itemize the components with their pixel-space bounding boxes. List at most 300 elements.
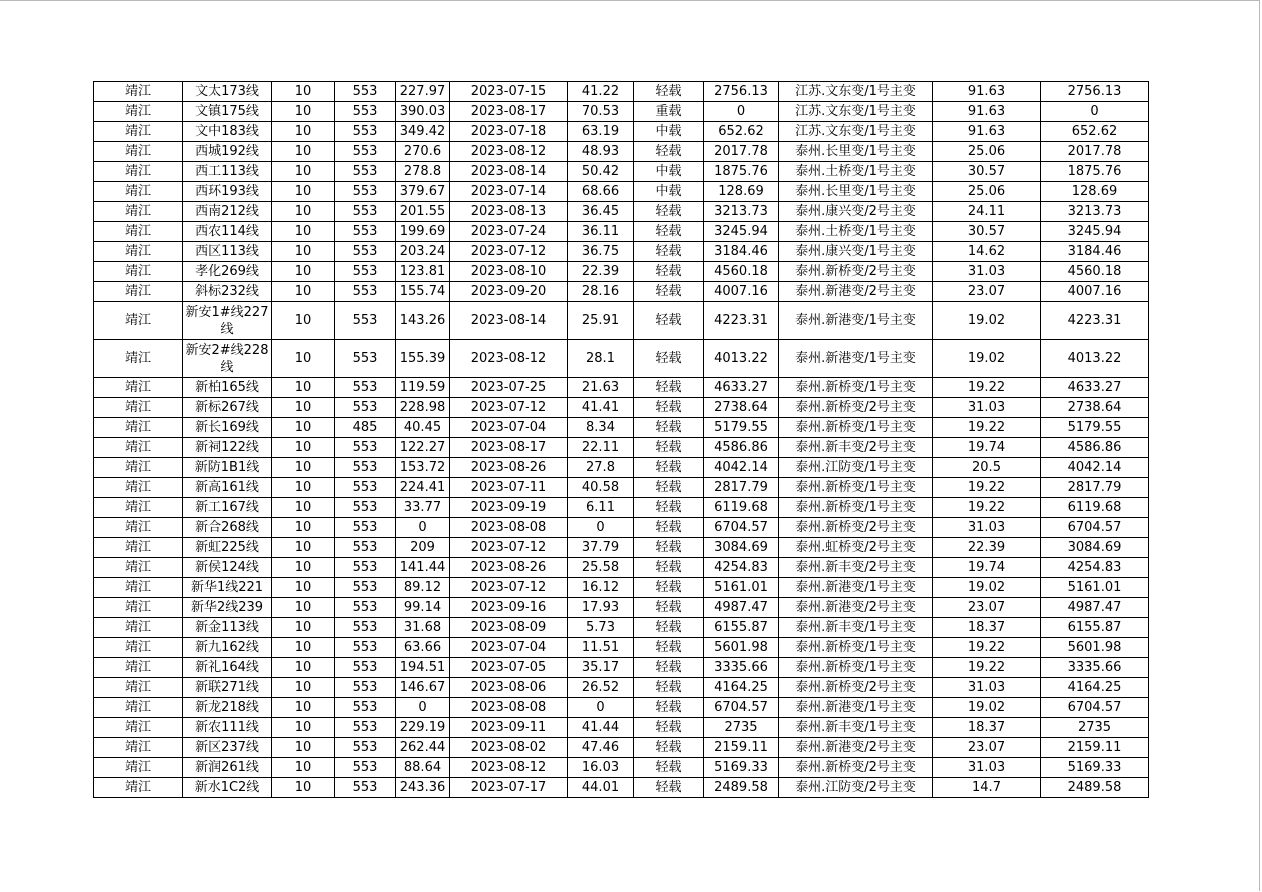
transformer-cell: 泰州.新桥变/2号主变 (779, 398, 933, 418)
load-cell: 199.69 (396, 222, 450, 242)
capacity-cell: 553 (335, 718, 396, 738)
available-capacity-cell: 3335.66 (704, 658, 779, 678)
open-capacity-cell: 128.69 (1041, 182, 1149, 202)
line-name-cell: 新金113线 (183, 618, 272, 638)
load-cell: 99.14 (396, 598, 450, 618)
table-row (94, 418, 1149, 438)
capacity-cell: 553 (335, 778, 396, 798)
transformer-cell: 泰州.新港变/1号主变 (779, 302, 933, 340)
region-cell: 靖江 (94, 142, 183, 162)
transformer-cell: 江苏.文东变/1号主变 (779, 102, 933, 122)
date-cell: 2023-08-26 (450, 458, 568, 478)
load-rate-cell: 25.91 (568, 302, 634, 340)
load-cell: 379.67 (396, 182, 450, 202)
voltage-cell: 10 (272, 738, 335, 758)
transformer-rate-cell: 19.02 (933, 578, 1041, 598)
line-name-cell: 孝化269线 (183, 262, 272, 282)
load-rate-cell: 48.93 (568, 142, 634, 162)
date-cell: 2023-08-08 (450, 518, 568, 538)
line-name-cell: 新合268线 (183, 518, 272, 538)
available-capacity-cell: 2159.11 (704, 738, 779, 758)
load-status-cell: 轻载 (634, 738, 704, 758)
region-cell: 靖江 (94, 458, 183, 478)
transformer-cell: 泰州.新丰变/1号主变 (779, 718, 933, 738)
voltage-cell: 10 (272, 398, 335, 418)
region-cell: 靖江 (94, 202, 183, 222)
capacity-cell: 553 (335, 302, 396, 340)
transformer-rate-cell: 91.63 (933, 82, 1041, 102)
region-cell: 靖江 (94, 658, 183, 678)
available-capacity-cell: 128.69 (704, 182, 779, 202)
load-rate-cell: 28.1 (568, 340, 634, 378)
transformer-cell: 泰州.虹桥变/2号主变 (779, 538, 933, 558)
capacity-cell: 553 (335, 378, 396, 398)
line-name-cell: 西区113线 (183, 242, 272, 262)
table-body (94, 82, 1149, 798)
region-cell: 靖江 (94, 378, 183, 398)
date-cell: 2023-09-11 (450, 718, 568, 738)
load-rate-cell: 22.11 (568, 438, 634, 458)
load-status-cell: 轻载 (634, 398, 704, 418)
capacity-cell: 553 (335, 738, 396, 758)
load-rate-cell: 50.42 (568, 162, 634, 182)
load-status-cell: 轻载 (634, 82, 704, 102)
region-cell: 靖江 (94, 618, 183, 638)
voltage-cell: 10 (272, 718, 335, 738)
open-capacity-cell: 6704.57 (1041, 698, 1149, 718)
load-cell: 146.67 (396, 678, 450, 698)
capacity-cell: 553 (335, 658, 396, 678)
transformer-cell: 泰州.新桥变/2号主变 (779, 758, 933, 778)
table-row (94, 718, 1149, 738)
line-name-cell: 新安1#线227线 (183, 302, 272, 340)
voltage-cell: 10 (272, 162, 335, 182)
load-status-cell: 中载 (634, 182, 704, 202)
load-status-cell: 轻载 (634, 698, 704, 718)
line-name-cell: 文中183线 (183, 122, 272, 142)
load-rate-cell: 41.41 (568, 398, 634, 418)
table-row (94, 658, 1149, 678)
load-cell: 243.36 (396, 778, 450, 798)
voltage-cell: 10 (272, 262, 335, 282)
transformer-cell: 泰州.新丰变/2号主变 (779, 438, 933, 458)
load-cell: 278.8 (396, 162, 450, 182)
load-cell: 349.42 (396, 122, 450, 142)
region-cell: 靖江 (94, 638, 183, 658)
load-rate-cell: 36.75 (568, 242, 634, 262)
load-status-cell: 轻载 (634, 418, 704, 438)
load-rate-cell: 21.63 (568, 378, 634, 398)
transformer-rate-cell: 31.03 (933, 518, 1041, 538)
load-status-cell: 轻载 (634, 202, 704, 222)
date-cell: 2023-08-13 (450, 202, 568, 222)
load-rate-cell: 25.58 (568, 558, 634, 578)
table-row (94, 558, 1149, 578)
load-rate-cell: 63.19 (568, 122, 634, 142)
load-cell: 227.97 (396, 82, 450, 102)
load-status-cell: 轻载 (634, 538, 704, 558)
date-cell: 2023-09-19 (450, 498, 568, 518)
date-cell: 2023-08-08 (450, 698, 568, 718)
transformer-rate-cell: 31.03 (933, 678, 1041, 698)
line-name-cell: 新九162线 (183, 638, 272, 658)
available-capacity-cell: 3184.46 (704, 242, 779, 262)
region-cell: 靖江 (94, 182, 183, 202)
table-row (94, 678, 1149, 698)
load-status-cell: 轻载 (634, 282, 704, 302)
transformer-cell: 泰州.新丰变/2号主变 (779, 558, 933, 578)
line-name-cell: 新华2线239 (183, 598, 272, 618)
load-status-cell: 轻载 (634, 498, 704, 518)
region-cell: 靖江 (94, 162, 183, 182)
load-cell: 203.24 (396, 242, 450, 262)
available-capacity-cell: 6704.57 (704, 518, 779, 538)
date-cell: 2023-09-16 (450, 598, 568, 618)
table-row (94, 738, 1149, 758)
capacity-cell: 553 (335, 678, 396, 698)
load-cell: 155.39 (396, 340, 450, 378)
transformer-rate-cell: 14.7 (933, 778, 1041, 798)
available-capacity-cell: 5161.01 (704, 578, 779, 598)
region-cell: 靖江 (94, 578, 183, 598)
region-cell: 靖江 (94, 242, 183, 262)
transformer-cell: 泰州.新桥变/1号主变 (779, 498, 933, 518)
load-rate-cell: 5.73 (568, 618, 634, 638)
capacity-cell: 553 (335, 398, 396, 418)
transformer-rate-cell: 19.22 (933, 418, 1041, 438)
open-capacity-cell: 2735 (1041, 718, 1149, 738)
available-capacity-cell: 2017.78 (704, 142, 779, 162)
line-name-cell: 文镇175线 (183, 102, 272, 122)
open-capacity-cell: 652.62 (1041, 122, 1149, 142)
voltage-cell: 10 (272, 340, 335, 378)
load-rate-cell: 35.17 (568, 658, 634, 678)
voltage-cell: 10 (272, 242, 335, 262)
capacity-cell: 553 (335, 698, 396, 718)
open-capacity-cell: 4633.27 (1041, 378, 1149, 398)
load-rate-cell: 44.01 (568, 778, 634, 798)
load-rate-cell: 26.52 (568, 678, 634, 698)
load-cell: 119.59 (396, 378, 450, 398)
date-cell: 2023-08-06 (450, 678, 568, 698)
table-row (94, 698, 1149, 718)
line-name-cell: 新柏165线 (183, 378, 272, 398)
transformer-cell: 泰州.新港变/2号主变 (779, 598, 933, 618)
transformer-rate-cell: 91.63 (933, 102, 1041, 122)
date-cell: 2023-07-17 (450, 778, 568, 798)
load-rate-cell: 41.22 (568, 82, 634, 102)
load-cell: 122.27 (396, 438, 450, 458)
voltage-cell: 10 (272, 418, 335, 438)
voltage-cell: 10 (272, 82, 335, 102)
line-name-cell: 新礼164线 (183, 658, 272, 678)
transformer-rate-cell: 30.57 (933, 162, 1041, 182)
open-capacity-cell: 5601.98 (1041, 638, 1149, 658)
line-name-cell: 西南212线 (183, 202, 272, 222)
region-cell: 靖江 (94, 122, 183, 142)
load-status-cell: 轻载 (634, 458, 704, 478)
load-rate-cell: 47.46 (568, 738, 634, 758)
voltage-cell: 10 (272, 478, 335, 498)
capacity-cell: 553 (335, 202, 396, 222)
region-cell: 靖江 (94, 222, 183, 242)
region-cell: 靖江 (94, 438, 183, 458)
region-cell: 靖江 (94, 478, 183, 498)
voltage-cell: 10 (272, 698, 335, 718)
date-cell: 2023-08-09 (450, 618, 568, 638)
table-row (94, 778, 1149, 798)
transformer-rate-cell: 31.03 (933, 758, 1041, 778)
transformer-rate-cell: 19.74 (933, 558, 1041, 578)
table-row (94, 102, 1149, 122)
voltage-cell: 10 (272, 678, 335, 698)
region-cell: 靖江 (94, 82, 183, 102)
open-capacity-cell: 3184.46 (1041, 242, 1149, 262)
transformer-cell: 泰州.新港变/1号主变 (779, 340, 933, 378)
voltage-cell: 10 (272, 282, 335, 302)
load-cell: 0 (396, 698, 450, 718)
date-cell: 2023-08-14 (450, 162, 568, 182)
transformer-cell: 泰州.新桥变/1号主变 (779, 418, 933, 438)
transformer-cell: 泰州.长里变/1号主变 (779, 182, 933, 202)
transformer-rate-cell: 31.03 (933, 398, 1041, 418)
load-cell: 143.26 (396, 302, 450, 340)
capacity-cell: 553 (335, 478, 396, 498)
voltage-cell: 10 (272, 102, 335, 122)
transformer-cell: 泰州.新桥变/1号主变 (779, 658, 933, 678)
line-name-cell: 新祠122线 (183, 438, 272, 458)
capacity-cell: 553 (335, 518, 396, 538)
voltage-cell: 10 (272, 222, 335, 242)
load-status-cell: 轻载 (634, 558, 704, 578)
load-rate-cell: 70.53 (568, 102, 634, 122)
available-capacity-cell: 2756.13 (704, 82, 779, 102)
transformer-cell: 泰州.新桥变/1号主变 (779, 378, 933, 398)
table-row (94, 578, 1149, 598)
transformer-cell: 泰州.土桥变/1号主变 (779, 222, 933, 242)
load-status-cell: 轻载 (634, 638, 704, 658)
load-cell: 390.03 (396, 102, 450, 122)
load-rate-cell: 17.93 (568, 598, 634, 618)
available-capacity-cell: 5179.55 (704, 418, 779, 438)
transformer-rate-cell: 91.63 (933, 122, 1041, 142)
voltage-cell: 10 (272, 778, 335, 798)
available-capacity-cell: 3213.73 (704, 202, 779, 222)
load-rate-cell: 41.44 (568, 718, 634, 738)
load-rate-cell: 8.34 (568, 418, 634, 438)
load-rate-cell: 27.8 (568, 458, 634, 478)
open-capacity-cell: 4164.25 (1041, 678, 1149, 698)
available-capacity-cell: 5601.98 (704, 638, 779, 658)
load-status-cell: 轻载 (634, 302, 704, 340)
table-row (94, 340, 1149, 378)
table-row (94, 758, 1149, 778)
open-capacity-cell: 1875.76 (1041, 162, 1149, 182)
capacity-cell: 553 (335, 82, 396, 102)
load-rate-cell: 36.45 (568, 202, 634, 222)
line-name-cell: 新龙218线 (183, 698, 272, 718)
date-cell: 2023-08-17 (450, 438, 568, 458)
voltage-cell: 10 (272, 578, 335, 598)
date-cell: 2023-08-10 (450, 262, 568, 282)
capacity-cell: 485 (335, 418, 396, 438)
transformer-cell: 泰州.新桥变/2号主变 (779, 518, 933, 538)
line-name-cell: 新区237线 (183, 738, 272, 758)
open-capacity-cell: 6119.68 (1041, 498, 1149, 518)
capacity-cell: 553 (335, 122, 396, 142)
capacity-cell: 553 (335, 102, 396, 122)
available-capacity-cell: 4254.83 (704, 558, 779, 578)
load-cell: 33.77 (396, 498, 450, 518)
available-capacity-cell: 3084.69 (704, 538, 779, 558)
transformer-cell: 江苏.文东变/1号主变 (779, 122, 933, 142)
region-cell: 靖江 (94, 558, 183, 578)
available-capacity-cell: 1875.76 (704, 162, 779, 182)
capacity-cell: 553 (335, 340, 396, 378)
date-cell: 2023-07-12 (450, 398, 568, 418)
capacity-cell: 553 (335, 142, 396, 162)
capacity-cell: 553 (335, 282, 396, 302)
load-cell: 153.72 (396, 458, 450, 478)
voltage-cell: 10 (272, 538, 335, 558)
table-row (94, 458, 1149, 478)
region-cell: 靖江 (94, 518, 183, 538)
transformer-rate-cell: 14.62 (933, 242, 1041, 262)
table-row (94, 518, 1149, 538)
voltage-cell: 10 (272, 458, 335, 478)
capacity-cell: 553 (335, 438, 396, 458)
region-cell: 靖江 (94, 418, 183, 438)
table-row (94, 262, 1149, 282)
capacity-cell: 553 (335, 182, 396, 202)
available-capacity-cell: 0 (704, 102, 779, 122)
transformer-cell: 泰州.江防变/2号主变 (779, 778, 933, 798)
voltage-cell: 10 (272, 142, 335, 162)
available-capacity-cell: 5169.33 (704, 758, 779, 778)
capacity-cell: 553 (335, 242, 396, 262)
transformer-cell: 泰州.新桥变/1号主变 (779, 478, 933, 498)
table-row (94, 142, 1149, 162)
load-status-cell: 轻载 (634, 222, 704, 242)
transformer-cell: 泰州.新丰变/1号主变 (779, 618, 933, 638)
load-cell: 40.45 (396, 418, 450, 438)
transformer-rate-cell: 19.02 (933, 698, 1041, 718)
voltage-cell: 10 (272, 598, 335, 618)
date-cell: 2023-07-05 (450, 658, 568, 678)
transformer-rate-cell: 24.11 (933, 202, 1041, 222)
available-capacity-cell: 4560.18 (704, 262, 779, 282)
transformer-cell: 泰州.新港变/2号主变 (779, 282, 933, 302)
transformer-rate-cell: 20.5 (933, 458, 1041, 478)
load-status-cell: 中载 (634, 122, 704, 142)
load-rate-cell: 22.39 (568, 262, 634, 282)
open-capacity-cell: 2159.11 (1041, 738, 1149, 758)
capacity-cell: 553 (335, 758, 396, 778)
load-status-cell: 轻载 (634, 598, 704, 618)
open-capacity-cell: 3335.66 (1041, 658, 1149, 678)
transformer-rate-cell: 19.22 (933, 478, 1041, 498)
available-capacity-cell: 2817.79 (704, 478, 779, 498)
open-capacity-cell: 4013.22 (1041, 340, 1149, 378)
date-cell: 2023-08-12 (450, 758, 568, 778)
open-capacity-cell: 4223.31 (1041, 302, 1149, 340)
capacity-cell: 553 (335, 162, 396, 182)
line-name-cell: 新安2#线228线 (183, 340, 272, 378)
date-cell: 2023-08-17 (450, 102, 568, 122)
table-row (94, 378, 1149, 398)
load-status-cell: 轻载 (634, 262, 704, 282)
voltage-cell: 10 (272, 758, 335, 778)
date-cell: 2023-07-12 (450, 578, 568, 598)
open-capacity-cell: 3245.94 (1041, 222, 1149, 242)
line-name-cell: 新长169线 (183, 418, 272, 438)
transformer-rate-cell: 25.06 (933, 182, 1041, 202)
capacity-cell: 553 (335, 618, 396, 638)
capacity-cell: 553 (335, 498, 396, 518)
line-name-cell: 新高161线 (183, 478, 272, 498)
transformer-cell: 泰州.土桥变/1号主变 (779, 162, 933, 182)
load-rate-cell: 37.79 (568, 538, 634, 558)
table-row (94, 618, 1149, 638)
transformer-rate-cell: 18.37 (933, 718, 1041, 738)
transformer-cell: 泰州.新桥变/1号主变 (779, 638, 933, 658)
load-cell: 228.98 (396, 398, 450, 418)
load-status-cell: 轻载 (634, 340, 704, 378)
region-cell: 靖江 (94, 718, 183, 738)
line-name-cell: 西工113线 (183, 162, 272, 182)
table-row (94, 478, 1149, 498)
table-row (94, 242, 1149, 262)
load-cell: 194.51 (396, 658, 450, 678)
date-cell: 2023-08-12 (450, 142, 568, 162)
load-cell: 89.12 (396, 578, 450, 598)
table-row (94, 438, 1149, 458)
line-name-cell: 新防1B1线 (183, 458, 272, 478)
available-capacity-cell: 2489.58 (704, 778, 779, 798)
table-row (94, 302, 1149, 340)
load-cell: 141.44 (396, 558, 450, 578)
date-cell: 2023-07-24 (450, 222, 568, 242)
capacity-cell: 553 (335, 598, 396, 618)
load-cell: 229.19 (396, 718, 450, 738)
open-capacity-cell: 5169.33 (1041, 758, 1149, 778)
load-status-cell: 轻载 (634, 618, 704, 638)
load-status-cell: 轻载 (634, 378, 704, 398)
load-status-cell: 轻载 (634, 678, 704, 698)
load-rate-cell: 16.12 (568, 578, 634, 598)
transformer-rate-cell: 22.39 (933, 538, 1041, 558)
date-cell: 2023-07-04 (450, 418, 568, 438)
transformer-rate-cell: 19.22 (933, 658, 1041, 678)
date-cell: 2023-07-12 (450, 538, 568, 558)
capacity-cell: 553 (335, 538, 396, 558)
capacity-cell: 553 (335, 458, 396, 478)
transformer-rate-cell: 31.03 (933, 262, 1041, 282)
date-cell: 2023-08-12 (450, 340, 568, 378)
open-capacity-cell: 2756.13 (1041, 82, 1149, 102)
line-name-cell: 新侯124线 (183, 558, 272, 578)
open-capacity-cell: 2738.64 (1041, 398, 1149, 418)
line-name-cell: 西环193线 (183, 182, 272, 202)
transformer-rate-cell: 25.06 (933, 142, 1041, 162)
transformer-cell: 泰州.康兴变/1号主变 (779, 242, 933, 262)
line-name-cell: 文太173线 (183, 82, 272, 102)
line-name-cell: 新虹225线 (183, 538, 272, 558)
transformer-cell: 泰州.新港变/2号主变 (779, 738, 933, 758)
load-rate-cell: 6.11 (568, 498, 634, 518)
load-status-cell: 中载 (634, 162, 704, 182)
open-capacity-cell: 6704.57 (1041, 518, 1149, 538)
